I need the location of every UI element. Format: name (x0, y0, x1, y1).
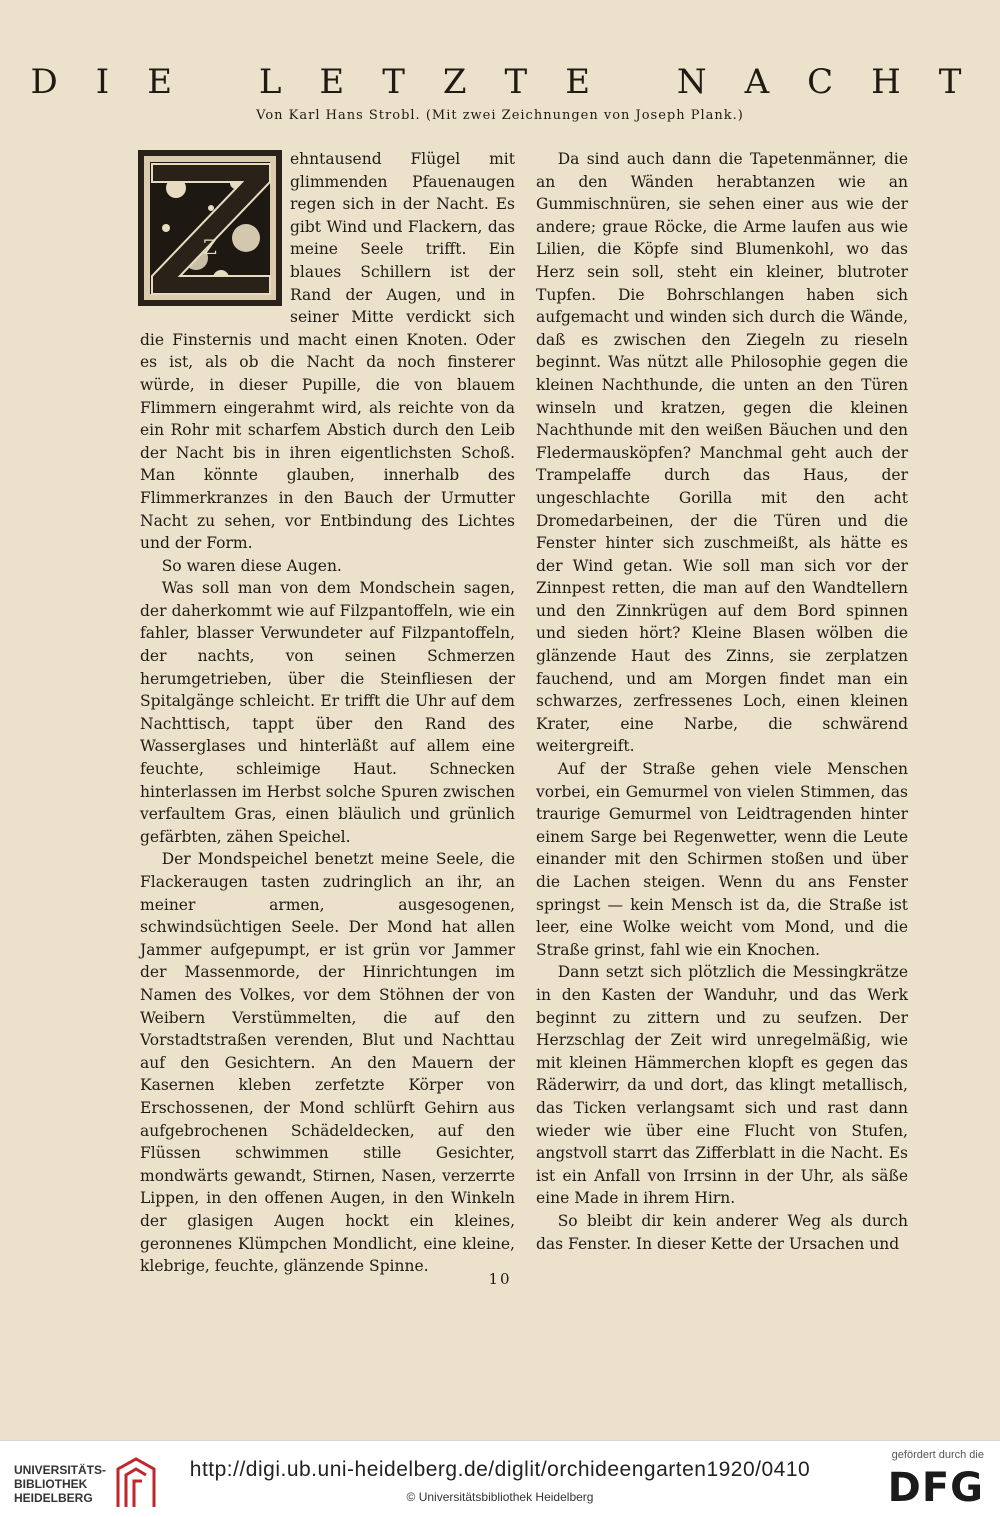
paragraph: Der Mondspeichel benetzt meine Seele, die Flackeraugen tasten zudringlich an ihr, an meiner armen, ausgesogenen, schwindsüchtigen Seele. Der Mond hat allen Jammer aufgepumpt, er ist grün vor Jammer der Massenmorde, der Hinrichtungen im Namen des Volkes, vor dem Stöhnen der von Weibern Verstümmelten, die auf den Vorstadtstraßen verenden, Blut und Nachttau auf den Gesichtern. An den Mauern der Kasernen kleben zerfetzte Körper von Erschossenen, der Mond schlürft Gehirn aus aufgebrochenen Schädeldecken, auf den Flüssen schwimmen stille Gesichter, mondwärts gewandt, Stirnen, Nasen, verzerrte Lippen, in den offenen Augen, in den Winkeln der glasigen Augen hockt ein kleines, geronnenes Klümpchen Mondlicht, eine kleine, klebrige, feuchte, glänzende Spinne. (140, 850, 515, 1276)
dfg-logo[interactable] (884, 1449, 984, 1511)
paragraph: So waren diese Augen. (161, 556, 342, 575)
funding-label: gefördert durch die (891, 1449, 984, 1461)
paragraph: ehntausend Flügel mit glimmenden Pfauenaugen regen sich in der Nacht. Es gibt Wind und Flackern, das meine Seele trifft. Ein blaues Schillern ist der Rand der Augen, und in seiner Mitte verdickt sich die Finsternis und macht einen Knoten. Oder es ist, als ob die Nacht da noch finsterer würde, in dieser Pupille, die von blauem Flimmern eingerahmt wird, als reichte von da ein Rohr mit scharfem Abstich durch den Leib der Nacht bis in ihren eigentlichsten Schoß. Man könnte glauben, innerhalb des Flimmerkranzes in den Bauch der Urmutter Nacht zu sehen, vor Entbindung des Lichtes und der Form. (140, 150, 515, 553)
article-byline: Von Karl Hans Strobl. (Mit zwei Zeichnungen von Joseph Plank.) (256, 108, 744, 123)
permalink-url[interactable]: http://digi.ub.uni-heidelberg.de/diglit/orchideengarten1920/0410 (189, 1458, 811, 1481)
paragraph: Was soll man von dem Mondschein sagen, der daherkommt wie auf Filzpantoffeln, wie ein fahler, blasser Verwundeter auf Filzpantoffeln, der nachts, von seinen Schmerzen herumgetrieben, über die Steinfliesen der Spitalgänge schleicht. Er trifft die Uhr auf dem Nachttisch, tappt über den Rand des Wasserglases und hinterläßt auf allem eine feuchte, schleimige Haut. Schnecken hinterlassen im Herbst solche Spuren zwischen verfaultem Gras, einen bläulich und grünlich gefärbten, zähen Speichel. (140, 579, 515, 846)
right-column (536, 148, 908, 1255)
paragraph: Da sind auch dann die Tapetenmänner, die an den Wänden herabtanzen wie an Gummischnüren, sie sehen einer aus wie der andere; graue Röcke, die Arme laufen aus wie Lilien, die Köpfe sind Blumenkohl, wo das Herz sein soll, steht ein kleiner, blutroter Tupfen. Die Bohrschlangen haben sich aufgemacht und winden sich durch die Wände, daß es zwischen den Ziegeln zu rieseln beginnt. Was nützt alle Philosophie gegen die kleinen Nachthunde, die unten an den Türen winseln und kratzen, gegen die kleinen Nachthunde mit den weißen Bäuchen und den Fledermausköpfen? Manchmal geht auch der Trampelaffe durch das Haus, der ungeschlachte Gorilla mit den acht Dromedarbeinen, der die Türen und die Fenster hinter sich zuschmeißt, als hätte es der Wind getan. Wie soll man sich vor der Zinnpest retten, die man auf den Wandtellern und den Zinnkrügen auf dem Bord spinnen und sieden hört? Kleine Blasen wölben die glänzende Haut des Zinns, sie zerplatzen fauchend, und am Morgen findet man ein schwarzes, zerfressenes Loch, einen kleinen Krater, eine Narbe, die schwärend weitergreift. (536, 150, 908, 756)
page-number: 10 (488, 1270, 512, 1288)
paragraph: Auf der Straße gehen viele Menschen vorbei, ein Gemurmel von vielen Stimmen, das traurige Gemurmel von Leidtragenden hinter einem Sarge bei Regenwetter, wenn die Leute einander mit den Schirmen stoßen und über die Lachen steigen. Wenn du ans Fenster springst — kein Mensch ist da, die Straße ist leer, eine Wolke weicht vom Mond, und die Straße grinst, fahl wie ein Knochen. (536, 760, 908, 959)
initial-letter: Z (203, 235, 217, 259)
copyright-notice: © Universitätsbibliothek Heidelberg (406, 1490, 594, 1504)
decorative-initial-z (136, 148, 284, 308)
article-title: DIE LETZTE NACHT (30, 62, 1000, 102)
left-column (140, 148, 515, 1278)
library-name: UNIVERSITÄTS- BIBLIOTHEK HEIDELBERG (14, 1463, 107, 1505)
paragraph: Dann setzt sich plötzlich die Messingkrätze in den Kasten der Wanduhr, und das Werk beginnt zu zittern und zu seufzen. Der Herzschlag der Zeit wird unregelmäßig, wie mit kleinen Hämmerchen klopft es gegen das Räderwirr, da und dort, das klingt metallisch, das Ticken verlangsamt sich und rast dann wieder wie über eine Flucht von Stufen, angstvoll starrt das Zifferblatt in die Nacht. Es ist ein Anfall von Irrsinn in der Uhr, als säße eine Made in ihrem Hirn. (536, 963, 908, 1208)
viewer-footer (0, 1440, 1000, 1517)
dfg-wordmark: DFG (887, 1465, 984, 1511)
paragraph: So bleibt dir kein anderer Weg als durch das Fenster. In dieser Kette der Ursachen und (536, 1211, 908, 1253)
